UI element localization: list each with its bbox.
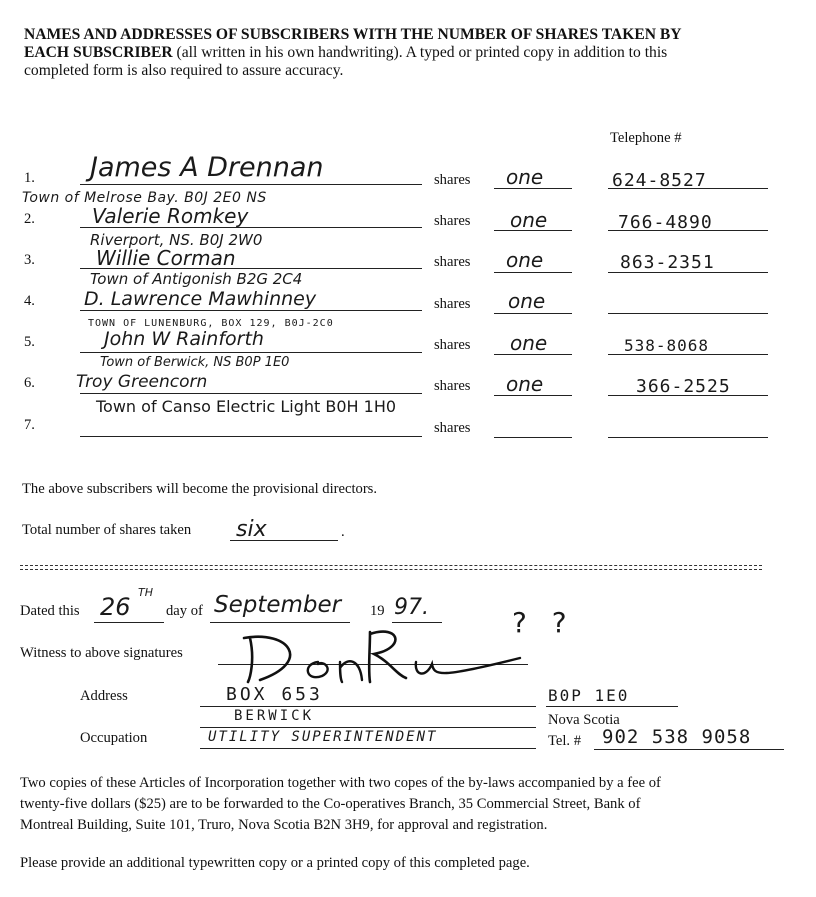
row-number: 6. — [24, 375, 35, 391]
province-label: Nova Scotia — [548, 712, 620, 728]
shares-value: one — [510, 208, 548, 232]
footer-instructions-line: Montreal Building, Suite 101, Truro, Nova Scotia B2N 3H9, for approval and registration. — [20, 817, 548, 833]
subscriber-address: TOWN OF LUNENBURG, BOX 129, B0J-2C0 — [88, 318, 334, 329]
shares-label: shares — [434, 378, 471, 394]
shares-value: one — [506, 372, 544, 396]
subscriber-address: Town of Antigonish B2G 2C4 — [90, 270, 303, 288]
heading-normal-segment: (all written in his own handwriting). A typed or printed copy in addition to this — [172, 44, 668, 61]
telephone-column-label: Telephone # — [610, 130, 682, 146]
shares-label: shares — [434, 296, 471, 312]
subscriber-address: Town of Berwick, NS B0P 1E0 — [100, 355, 290, 370]
address-label: Address — [80, 688, 128, 704]
row-number: 5. — [24, 334, 35, 350]
telephone-value: 624-8527 — [612, 170, 707, 191]
telephone-value: 538-8068 — [624, 336, 710, 355]
dated-year-value: 97. — [394, 595, 429, 620]
shares-label: shares — [434, 172, 471, 188]
total-shares-value: six — [236, 517, 267, 542]
telephone-value: 863-2351 — [620, 252, 715, 273]
row-number: 2. — [24, 211, 35, 227]
day-of-label: day of — [166, 603, 203, 619]
subscriber-name-signature: James A Drennan — [90, 152, 324, 183]
form-heading-line-1: NAMES AND ADDRESSES OF SUBSCRIBERS WITH THE NUMBER OF SHARES TAKEN BY — [24, 26, 682, 43]
shares-value: one — [506, 165, 544, 189]
row-number: 7. — [24, 417, 35, 433]
postal-code-value: B0P 1E0 — [548, 686, 630, 705]
footer-instructions-line: Two copies of these Articles of Incorporation together with two copes of the by-laws accompanied by a fee of — [20, 775, 661, 791]
witness-question-marks: ? ? — [512, 606, 575, 639]
dated-day-value: 26 — [100, 593, 131, 621]
telephone-value: 902 538 9058 — [602, 726, 752, 748]
telephone-value: 366-2525 — [636, 376, 731, 397]
row-number: 4. — [24, 293, 35, 309]
subscriber-name-signature: John W Rainforth — [104, 328, 264, 350]
shares-label: shares — [434, 254, 471, 270]
heading-bold-segment: EACH SUBSCRIBER — [24, 44, 173, 61]
subscriber-address: Town of Canso Electric Light B0H 1H0 — [96, 397, 397, 416]
subscriber-name-signature: Willie Corman — [96, 246, 236, 270]
footer-instructions-line: twenty-five dollars ($25) are to be forwarded to the Co-operatives Branch, 35 Commercial Street, Bank of — [20, 796, 641, 812]
footer-copy-note: Please provide an additional typewritten copy or a printed copy of this completed page. — [20, 855, 530, 871]
subscriber-name-signature: Valerie Romkey — [92, 204, 249, 228]
witness-label: Witness to above signatures — [20, 645, 183, 661]
subscriber-name-signature: Troy Greencorn — [76, 372, 208, 392]
telephone-value: 766-4890 — [618, 212, 713, 233]
subscriber-address: Town of Melrose Bay. B0J 2E0 NS — [22, 190, 267, 206]
section-divider — [20, 565, 762, 570]
address-line-2: BERWICK — [234, 708, 315, 724]
row-number: 3. — [24, 252, 35, 268]
form-heading-line-3: completed form is also required to assure accuracy. — [24, 62, 344, 79]
shares-value: one — [508, 289, 546, 313]
provisional-directors-note: The above subscribers will become the provisional directors. — [22, 481, 378, 497]
occupation-value: UTILITY SUPERINTENDENT — [208, 729, 438, 745]
occupation-label: Occupation — [80, 730, 148, 746]
dated-label: Dated this — [20, 603, 80, 619]
dated-day-suffix: TH — [138, 586, 153, 599]
dated-month-value: September — [214, 592, 342, 618]
row-number: 1. — [24, 170, 35, 186]
form-heading-line-2 — [24, 44, 667, 62]
telephone-label: Tel. # — [548, 733, 582, 749]
shares-label: shares — [434, 213, 471, 229]
shares-label: shares — [434, 420, 471, 436]
shares-value: one — [510, 331, 548, 355]
total-shares-period: . — [341, 524, 345, 540]
shares-value: one — [506, 248, 544, 272]
total-shares-label: Total number of shares taken — [22, 522, 192, 538]
address-line-1: BOX 653 — [226, 684, 323, 705]
subscriber-name-signature: D. Lawrence Mawhinney — [84, 288, 317, 310]
shares-label: shares — [434, 337, 471, 353]
subscriber-address: Riverport, NS. B0J 2W0 — [90, 231, 263, 249]
year-prefix: 19 — [370, 603, 385, 619]
